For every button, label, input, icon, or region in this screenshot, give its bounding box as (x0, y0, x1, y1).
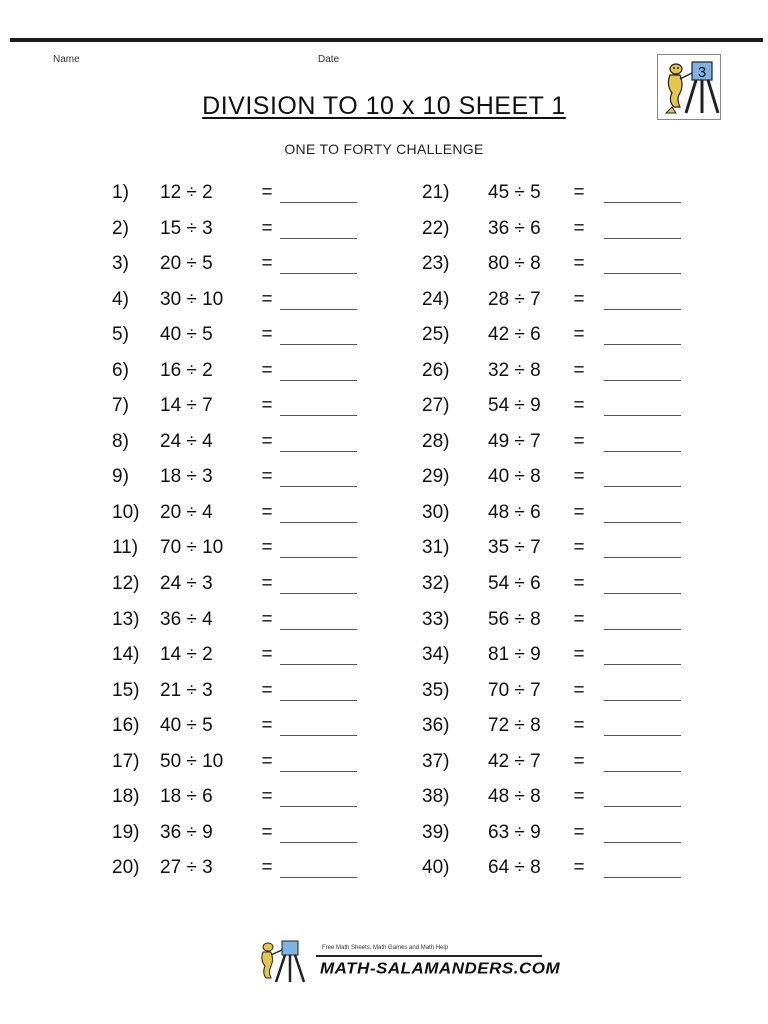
answer-blank[interactable] (604, 202, 681, 203)
answer-blank[interactable] (280, 273, 357, 274)
question-expression: 70 ÷ 7 (488, 679, 541, 701)
question-number: 23) (422, 253, 450, 275)
question-expression: 48 ÷ 8 (488, 786, 541, 808)
question-number: 22) (422, 217, 450, 239)
top-rule (10, 38, 763, 42)
question-expression: 16 ÷ 2 (160, 359, 213, 381)
question-number: 16) (112, 715, 140, 737)
equals-sign: = (573, 324, 585, 346)
question-row (422, 175, 722, 211)
equals-sign: = (573, 608, 585, 630)
question-number: 20) (112, 857, 140, 879)
question-row (422, 815, 722, 851)
question-row (112, 708, 412, 744)
equals-sign: = (573, 182, 585, 203)
question-row (422, 566, 722, 602)
question-expression: 72 ÷ 8 (488, 715, 541, 737)
question-row (422, 637, 722, 673)
answer-blank[interactable] (280, 593, 357, 594)
question-row (112, 495, 412, 531)
question-expression: 70 ÷ 10 (160, 537, 224, 559)
question-row (422, 850, 722, 886)
answer-blank[interactable] (604, 415, 681, 416)
equals-sign: = (261, 679, 273, 701)
question-expression: 63 ÷ 9 (488, 821, 541, 843)
answer-blank[interactable] (604, 877, 681, 878)
question-number: 40) (422, 857, 450, 879)
equals-sign: = (261, 786, 273, 808)
question-row (112, 211, 412, 247)
equals-sign: = (261, 821, 273, 843)
footer-site-name: MATH-SALAMANDERS.COM (320, 960, 561, 978)
question-row (422, 459, 722, 495)
answer-blank[interactable] (280, 629, 357, 630)
equals-sign: = (261, 644, 273, 666)
question-expression: 54 ÷ 9 (488, 395, 541, 417)
question-row (112, 424, 412, 460)
equals-sign: = (573, 750, 585, 772)
answer-blank[interactable] (280, 486, 357, 487)
question-row (112, 175, 412, 211)
question-number: 2) (112, 217, 129, 239)
answer-blank[interactable] (604, 557, 681, 558)
question-row (422, 744, 722, 780)
question-number: 1) (112, 182, 129, 203)
question-row (112, 637, 412, 673)
questions-left-column (112, 175, 412, 886)
equals-sign: = (573, 573, 585, 595)
question-expression: 54 ÷ 6 (488, 573, 541, 595)
question-number: 10) (112, 501, 140, 523)
footer-rule (316, 955, 542, 957)
question-expression: 45 ÷ 5 (488, 182, 541, 203)
answer-blank[interactable] (604, 380, 681, 381)
equals-sign: = (261, 537, 273, 559)
equals-sign: = (261, 466, 273, 488)
equals-sign: = (573, 288, 585, 310)
equals-sign: = (573, 857, 585, 879)
question-number: 38) (422, 786, 450, 808)
question-number: 39) (422, 821, 450, 843)
salamander-footer-icon (256, 938, 314, 984)
answer-blank[interactable] (604, 238, 681, 239)
equals-sign: = (573, 395, 585, 417)
question-row (112, 602, 412, 638)
question-expression: 18 ÷ 6 (160, 786, 213, 808)
question-row (422, 388, 722, 424)
answer-blank[interactable] (280, 557, 357, 558)
answer-blank[interactable] (604, 629, 681, 630)
question-number: 15) (112, 679, 140, 701)
question-row (422, 602, 722, 638)
question-expression: 15 ÷ 3 (160, 217, 213, 239)
question-number: 34) (422, 644, 450, 666)
question-expression: 36 ÷ 4 (160, 608, 213, 630)
question-number: 4) (112, 288, 129, 310)
question-expression: 64 ÷ 8 (488, 857, 541, 879)
equals-sign: = (573, 715, 585, 737)
equals-sign: = (261, 359, 273, 381)
equals-sign: = (573, 679, 585, 701)
question-row (422, 424, 722, 460)
question-row (112, 246, 412, 282)
equals-sign: = (261, 430, 273, 452)
question-number: 32) (422, 573, 450, 595)
question-row (112, 779, 412, 815)
question-expression: 12 ÷ 2 (160, 182, 213, 203)
question-row (422, 673, 722, 709)
question-expression: 81 ÷ 9 (488, 644, 541, 666)
question-expression: 42 ÷ 6 (488, 324, 541, 346)
equals-sign: = (573, 537, 585, 559)
question-number: 30) (422, 501, 450, 523)
answer-blank[interactable] (280, 451, 357, 452)
question-row (422, 211, 722, 247)
equals-sign: = (261, 857, 273, 879)
answer-blank[interactable] (604, 700, 681, 701)
question-row (112, 850, 412, 886)
question-number: 29) (422, 466, 450, 488)
grade-number: 3 (697, 64, 707, 81)
question-expression: 27 ÷ 3 (160, 857, 213, 879)
answer-blank[interactable] (280, 771, 357, 772)
question-row (422, 495, 722, 531)
question-number: 28) (422, 430, 450, 452)
answer-blank[interactable] (604, 664, 681, 665)
question-expression: 20 ÷ 4 (160, 501, 213, 523)
equals-sign: = (573, 430, 585, 452)
answer-blank[interactable] (604, 593, 681, 594)
equals-sign: = (573, 253, 585, 275)
question-expression: 56 ÷ 8 (488, 608, 541, 630)
question-number: 6) (112, 359, 129, 381)
worksheet-subtitle: ONE TO FORTY CHALLENGE (284, 141, 484, 157)
question-number: 11) (112, 537, 139, 559)
question-number: 26) (422, 359, 450, 381)
question-row (112, 744, 412, 780)
question-expression: 42 ÷ 7 (488, 750, 541, 772)
question-number: 36) (422, 715, 450, 737)
question-number: 27) (422, 395, 450, 417)
question-number: 12) (112, 573, 140, 595)
equals-sign: = (261, 750, 273, 772)
equals-sign: = (261, 395, 273, 417)
name-label: Name (53, 54, 80, 65)
question-row (422, 317, 722, 353)
equals-sign: = (573, 466, 585, 488)
question-row (422, 708, 722, 744)
question-expression: 14 ÷ 2 (160, 644, 213, 666)
question-expression: 14 ÷ 7 (160, 395, 213, 417)
question-expression: 80 ÷ 8 (488, 253, 541, 275)
equals-sign: = (261, 324, 273, 346)
answer-blank[interactable] (280, 415, 357, 416)
answer-blank[interactable] (604, 735, 681, 736)
question-row (112, 815, 412, 851)
question-expression: 35 ÷ 7 (488, 537, 541, 559)
question-expression: 36 ÷ 9 (160, 821, 213, 843)
equals-sign: = (261, 608, 273, 630)
answer-blank[interactable] (604, 771, 681, 772)
question-row (422, 779, 722, 815)
question-expression: 40 ÷ 5 (160, 715, 213, 737)
question-number: 5) (112, 324, 129, 346)
answer-blank[interactable] (280, 664, 357, 665)
questions-right-column (422, 175, 722, 886)
question-row (112, 317, 412, 353)
question-expression: 32 ÷ 8 (488, 359, 541, 381)
question-number: 3) (112, 253, 129, 275)
question-number: 18) (112, 786, 140, 808)
question-expression: 20 ÷ 5 (160, 253, 213, 275)
answer-blank[interactable] (280, 806, 357, 807)
footer (256, 938, 561, 988)
question-row (112, 459, 412, 495)
question-number: 33) (422, 608, 450, 630)
answer-blank[interactable] (280, 735, 357, 736)
equals-sign: = (573, 821, 585, 843)
question-expression: 28 ÷ 7 (488, 288, 541, 310)
equals-sign: = (261, 288, 273, 310)
question-number: 19) (112, 821, 140, 843)
answer-blank[interactable] (280, 202, 357, 203)
question-number: 14) (112, 644, 140, 666)
answer-blank[interactable] (604, 344, 681, 345)
equals-sign: = (261, 501, 273, 523)
answer-blank[interactable] (280, 700, 357, 701)
equals-sign: = (261, 182, 273, 203)
question-row (422, 353, 722, 389)
question-number: 13) (112, 608, 140, 630)
equals-sign: = (261, 253, 273, 275)
question-row (422, 282, 722, 318)
question-row (112, 353, 412, 389)
question-expression: 40 ÷ 5 (160, 324, 213, 346)
answer-blank[interactable] (604, 309, 681, 310)
question-row (112, 566, 412, 602)
question-number: 25) (422, 324, 450, 346)
question-expression: 40 ÷ 8 (488, 466, 541, 488)
worksheet-title (0, 90, 768, 122)
equals-sign: = (573, 501, 585, 523)
equals-sign: = (261, 573, 273, 595)
equals-sign: = (573, 786, 585, 808)
equals-sign: = (261, 715, 273, 737)
question-expression: 21 ÷ 3 (160, 679, 213, 701)
answer-blank[interactable] (280, 380, 357, 381)
answer-blank[interactable] (604, 273, 681, 274)
question-row (112, 388, 412, 424)
question-number: 24) (422, 288, 450, 310)
question-number: 37) (422, 750, 450, 772)
answer-blank[interactable] (280, 309, 357, 310)
question-expression: 50 ÷ 10 (160, 750, 224, 772)
answer-blank[interactable] (604, 451, 681, 452)
question-expression: 30 ÷ 10 (160, 288, 224, 310)
worksheet-title-text: DIVISION TO 10 x 10 SHEET 1 (202, 92, 566, 120)
answer-blank[interactable] (604, 522, 681, 523)
question-number: 21) (422, 182, 450, 203)
date-label: Date (318, 54, 340, 65)
answer-blank[interactable] (604, 806, 681, 807)
question-row (422, 530, 722, 566)
equals-sign: = (573, 217, 585, 239)
answer-blank[interactable] (280, 842, 357, 843)
equals-sign: = (261, 217, 273, 239)
question-expression: 24 ÷ 3 (160, 573, 213, 595)
answer-blank[interactable] (280, 238, 357, 239)
answer-blank[interactable] (604, 486, 681, 487)
question-expression: 48 ÷ 6 (488, 501, 541, 523)
question-row (112, 673, 412, 709)
question-expression: 36 ÷ 6 (488, 217, 541, 239)
footer-tagline: Free Math Sheets, Math Games and Math Help (322, 945, 449, 951)
question-expression: 49 ÷ 7 (488, 430, 541, 452)
equals-sign: = (573, 644, 585, 666)
question-number: 17) (112, 750, 140, 772)
question-expression: 24 ÷ 4 (160, 430, 213, 452)
question-number: 7) (112, 395, 129, 417)
answer-blank[interactable] (280, 877, 357, 878)
question-row (112, 530, 412, 566)
question-expression: 18 ÷ 3 (160, 466, 213, 488)
question-row (112, 282, 412, 318)
answer-blank[interactable] (604, 842, 681, 843)
question-number: 35) (422, 679, 450, 701)
question-number: 8) (112, 430, 129, 452)
question-row (422, 246, 722, 282)
answer-blank[interactable] (280, 344, 357, 345)
question-number: 9) (112, 466, 129, 488)
question-number: 31) (422, 537, 450, 559)
equals-sign: = (573, 359, 585, 381)
answer-blank[interactable] (280, 522, 357, 523)
